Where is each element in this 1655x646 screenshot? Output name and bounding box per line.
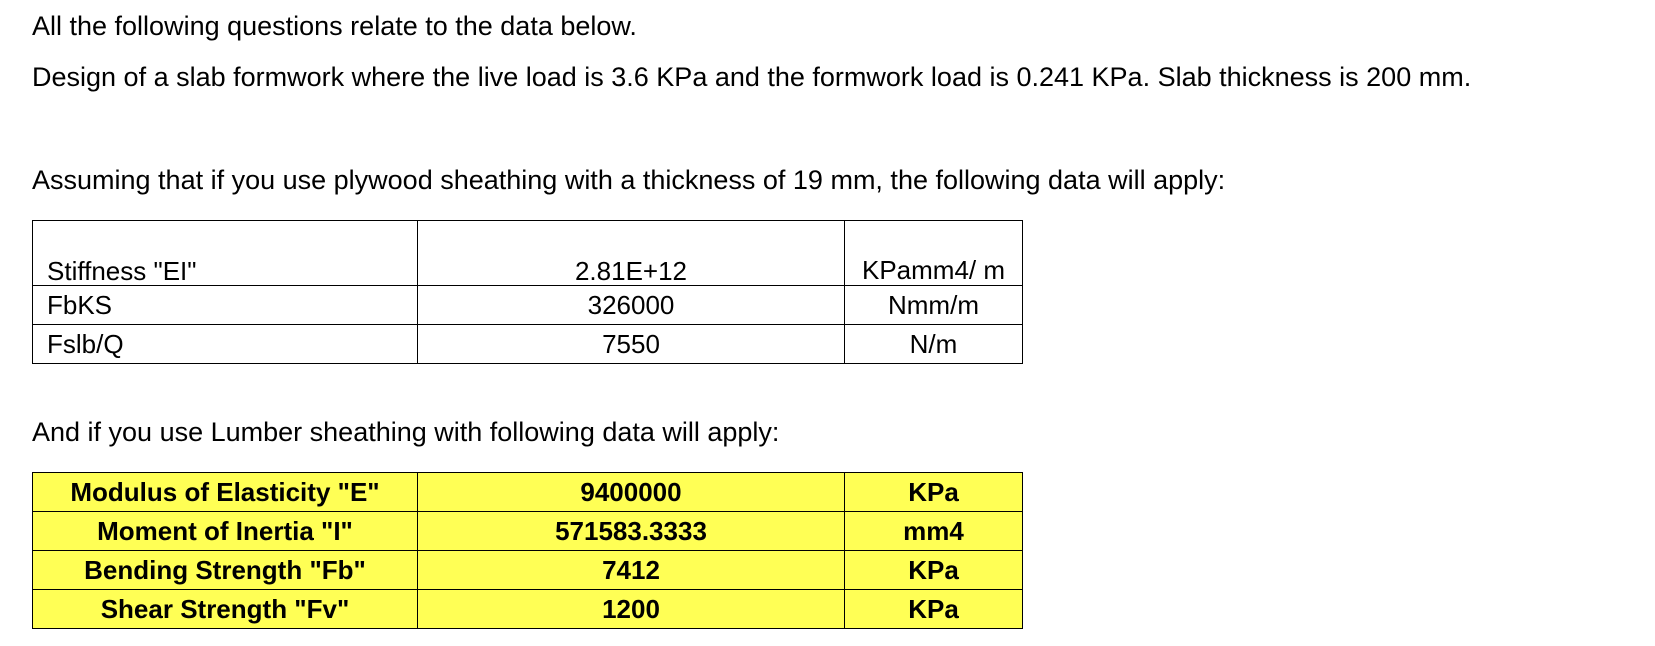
property-label: FbKS (33, 286, 418, 325)
lumber-data-table (32, 472, 1023, 629)
property-unit: KPa (845, 473, 1023, 512)
table-row (33, 221, 1023, 286)
property-unit: KPa (845, 590, 1023, 629)
property-label: Bending Strength "Fb" (33, 551, 418, 590)
problem-statement: Design of a slab formwork where the live load is 3.6 KPa and the formwork load is 0.241 KPa. Slab thickness is 200 mm. (32, 62, 1472, 92)
intro-text: All the following questions relate to the data below. (32, 11, 637, 41)
table-row (33, 325, 1023, 364)
property-value: 7412 (418, 551, 845, 590)
table-row (33, 590, 1023, 629)
property-unit: Nmm/m (845, 286, 1023, 325)
property-value: 571583.3333 (418, 512, 845, 551)
plywood-data-table (32, 220, 1023, 364)
property-label: Stiffness "EI" (33, 221, 418, 286)
plywood-intro-text: Assuming that if you use plywood sheathing with a thickness of 19 mm, the following data will apply: (32, 165, 1226, 195)
property-label: Fslb/Q (33, 325, 418, 364)
property-value: 326000 (418, 286, 845, 325)
property-value: 1200 (418, 590, 845, 629)
property-label: Modulus of Elasticity "E" (33, 473, 418, 512)
table-row (33, 286, 1023, 325)
property-unit: KPa (845, 551, 1023, 590)
property-value: 2.81E+12 (418, 221, 845, 286)
property-value: 9400000 (418, 473, 845, 512)
property-value: 7550 (418, 325, 845, 364)
property-unit: KPamm4/ m (845, 221, 1023, 286)
table-row (33, 512, 1023, 551)
table-row (33, 551, 1023, 590)
property-label: Shear Strength "Fv" (33, 590, 418, 629)
property-unit: mm4 (845, 512, 1023, 551)
property-unit: N/m (845, 325, 1023, 364)
property-label: Moment of Inertia "I" (33, 512, 418, 551)
lumber-intro-text: And if you use Lumber sheathing with following data will apply: (32, 417, 780, 447)
table-row (33, 473, 1023, 512)
